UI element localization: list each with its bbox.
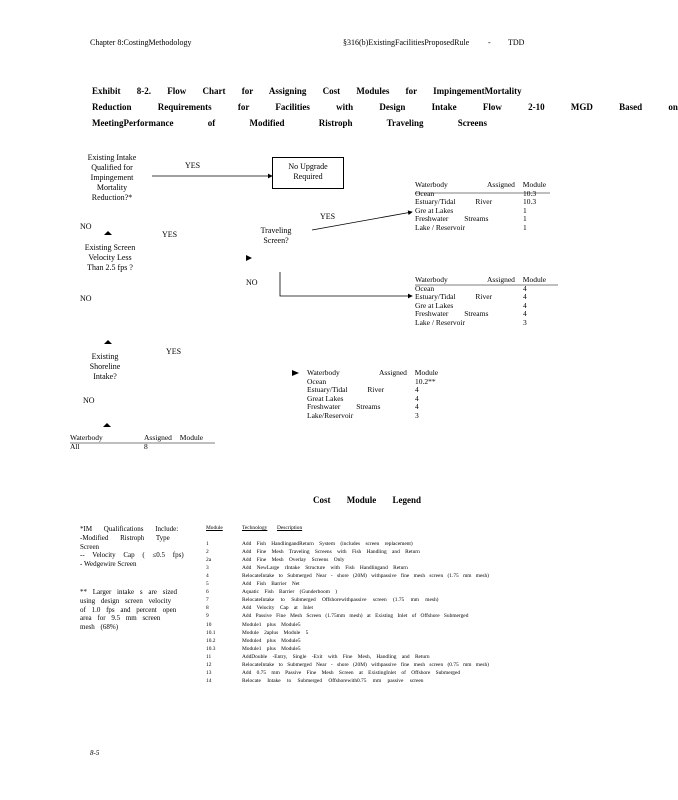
- module-table-1: [415, 181, 555, 232]
- table-cell: 4: [415, 385, 419, 394]
- arrow-q1-no: [104, 231, 112, 235]
- arrow-q2-no: [104, 340, 112, 344]
- legend-row: [206, 612, 489, 620]
- decision-shoreline-intake: Existing Shoreline Intake?: [89, 352, 121, 381]
- arrow-q4-marker: [246, 255, 252, 261]
- decision-intake-qualified: Existing Intake Qualified for Impingement Mortality Reduction?*: [87, 153, 137, 202]
- arrow-q3-no: [103, 423, 111, 427]
- label-no-4: NO: [83, 396, 95, 405]
- page-number: 8-5: [90, 749, 100, 757]
- decision-traveling-screen: Traveling Screen?: [260, 226, 292, 245]
- legend-row: [206, 645, 489, 653]
- table-header-module: Assigned Module: [379, 368, 439, 377]
- legend-row: [206, 629, 489, 637]
- legend-module-number: 10.2: [206, 637, 216, 644]
- table-cell: Lake/Reservoir: [307, 410, 354, 420]
- table-header-module: Assigned Module: [487, 180, 547, 189]
- arrow-q4-no: [280, 272, 412, 296]
- note-line: mesh (68%): [80, 623, 119, 632]
- table-cell: Gre at Lakes: [415, 205, 454, 215]
- module-table-4: [70, 434, 216, 451]
- header-right: TDD: [508, 38, 525, 47]
- legend-row: [206, 661, 489, 669]
- legend-description: Add Fish HandlingandReturn System (includes screen replacement): [242, 541, 413, 548]
- legend-description: Add Fish Barrier Net: [242, 581, 300, 588]
- note-line: area for 9.5 mm screen: [80, 614, 161, 623]
- table-header-module: Assigned Module: [487, 275, 547, 284]
- legend-title: Cost Module Legend: [313, 495, 422, 505]
- legend-row: [206, 588, 489, 596]
- legend-module-number: 2a: [206, 557, 212, 564]
- legend-row: [206, 564, 489, 572]
- note-line: -- Velocity Cap ( ≤0.5 fps): [80, 551, 184, 560]
- table-cell: All: [70, 441, 80, 451]
- legend-description: Add Fine Mesh Overlay Screens Only: [242, 557, 345, 564]
- legend-description: Module1 plus Module5: [242, 645, 301, 652]
- no-upgrade-box: [272, 157, 344, 189]
- table-row: [307, 412, 447, 421]
- legend-module-number: 12: [206, 661, 212, 668]
- table-cell: 4: [415, 402, 419, 411]
- arrow-q3-yes: [292, 370, 299, 376]
- table-cell: 10.3: [523, 188, 537, 198]
- legend-row: [206, 637, 489, 645]
- table-row: [415, 224, 555, 233]
- legend-description: Aquatic Fish Barrier (Gunderboom ): [242, 589, 338, 596]
- legend-col-technology: Technology: [242, 525, 268, 531]
- legend-module-number: 4: [206, 573, 209, 580]
- legend-module-number: 10: [206, 621, 212, 628]
- legend-description: RelocateIntake to Submerged Offshorewithpassive screen (1.75 mm mesh): [242, 597, 439, 604]
- label-yes-1: YES: [185, 161, 201, 170]
- note-line: - Wedgewire Screen: [80, 560, 137, 569]
- table-header-waterbody: Waterbody: [415, 275, 448, 284]
- label-no-3: NO: [80, 294, 92, 303]
- note-line: *IM Qualifications Include:: [80, 525, 179, 533]
- table-cell: 8: [144, 441, 148, 451]
- table-cell: 3: [415, 410, 419, 420]
- legend-module-number: 9: [206, 613, 209, 620]
- legend-row: [206, 653, 489, 661]
- legend-row: [206, 677, 489, 685]
- legend-module-number: 1: [206, 541, 209, 548]
- table-cell: Lake / Reservoir: [415, 222, 465, 232]
- table-cell: Ocean: [307, 376, 327, 386]
- table-row: [70, 443, 216, 452]
- legend-module-number: 10.1: [206, 629, 216, 636]
- exhibit-title-line2: Reduction Requirements for Facilities with Design Intake Flow 2-10 MGD Based on: [92, 102, 678, 112]
- legend-description: Add Velocity Cap at Inlet: [242, 605, 313, 612]
- note-line: -Modified Ristroph Type: [80, 533, 170, 542]
- legend-description: Module1 plus Module5: [242, 621, 301, 628]
- legend-row: [206, 669, 489, 677]
- table-cell: Freshwater Streams: [415, 214, 489, 223]
- legend-module-number: 8: [206, 605, 209, 612]
- table-cell: 10.3: [523, 197, 537, 206]
- table-cell: Ocean: [415, 283, 435, 293]
- legend-module-number: 14: [206, 677, 212, 684]
- table-header-module: Assigned Module: [144, 433, 204, 442]
- legend-description: Add Fine Mesh Traveling Screens with Fish Handling and Return: [242, 549, 420, 556]
- legend-module-number: 7: [206, 597, 209, 604]
- legend-module-number: 5: [206, 581, 209, 588]
- module-table-2: [415, 276, 560, 327]
- legend-module-number: 6: [206, 589, 209, 596]
- legend-col-module: Module: [206, 525, 223, 531]
- table-cell: 3: [523, 317, 527, 327]
- note-line: ** Larger intake s are sized: [80, 588, 178, 596]
- legend-row: [206, 596, 489, 604]
- no-upgrade-label: No Upgrade Required: [288, 162, 328, 181]
- legend-description: RelocateIntake to Submerged Near - shore (20M) withpassive fine mesh screen (0.75 mm mesh): [242, 661, 489, 668]
- table-header-waterbody: Waterbody: [307, 368, 340, 377]
- note-line: Screen: [80, 542, 100, 551]
- table-cell: Estuary/Tidal River: [415, 292, 493, 301]
- legend-row: [206, 556, 489, 564]
- table-cell: Lake / Reservoir: [415, 317, 465, 327]
- legend-description: Relocate Intake to Submerged Offshorewith0.75 mm passive screen: [242, 677, 424, 684]
- legend-module-number: 2: [206, 549, 209, 556]
- table-cell: 1: [523, 214, 527, 223]
- table-cell: Estuary/Tidal River: [415, 197, 493, 206]
- header-dash: -: [488, 38, 491, 47]
- note-line: using design screen velocity: [80, 596, 172, 605]
- table-cell: 4: [523, 309, 527, 318]
- legend-module-number: 11: [206, 653, 212, 660]
- label-yes-2: YES: [162, 230, 178, 239]
- table-header-waterbody: Waterbody: [415, 180, 448, 189]
- decision-screen-velocity: Existing Screen Velocity Less Than 2.5 fps ?: [84, 243, 136, 272]
- legend-col-description: Description: [277, 525, 303, 531]
- qualification-note: [80, 525, 190, 569]
- table-cell: Estuary/Tidal River: [307, 385, 385, 394]
- table-cell: Freshwater Streams: [307, 402, 381, 411]
- label-yes-4: YES: [166, 347, 182, 356]
- legend-description: Module4 plus Module5: [242, 637, 301, 644]
- legend-description: Add 0.75 mm Passive Fine Mesh Screen at ExistingInlet of Offshore Submerged: [242, 669, 461, 676]
- legend-row: [206, 540, 489, 548]
- table-cell: 4: [415, 393, 419, 403]
- legend-description: Add Passive Fine Mesh Screen (1.75mm mesh) at Existing Inlet of Offshore Submerged: [242, 613, 469, 620]
- legend-row: [206, 572, 489, 580]
- table-cell: 4: [523, 283, 527, 293]
- note-line: of 1.0 fps and percent open: [80, 605, 177, 614]
- legend-module-number: 3: [206, 565, 209, 572]
- exhibit-title-line1: Exhibit 8-2. Flow Chart for Assigning Cost Modules for ImpingementMortality: [92, 86, 522, 96]
- label-no-2: NO: [246, 278, 258, 287]
- legend-module-number: 13: [206, 669, 212, 676]
- table-cell: Ocean: [415, 188, 435, 198]
- table-cell: 4: [523, 292, 527, 301]
- table-cell: Great Lakes: [307, 393, 344, 403]
- table-cell: 4: [523, 300, 527, 310]
- legend-description: RelocateIntake to Submerged Near - shore (20M) withpassive fine mesh screen (1.75 mm mesh): [242, 573, 489, 580]
- larger-intake-note: [80, 588, 190, 632]
- table-header-waterbody: Waterbody: [70, 433, 103, 442]
- legend-row: [206, 580, 489, 588]
- legend-description: Module 2aplus Module 5: [242, 629, 309, 636]
- legend-row: [206, 548, 489, 556]
- legend-module-number: 10.3: [206, 645, 216, 652]
- legend-row: [206, 604, 489, 612]
- exhibit-title-line3: MeetingPerformance of Modified Ristroph Traveling Screens: [92, 118, 488, 128]
- table-cell: 10.2**: [415, 376, 436, 386]
- label-yes-3: YES: [320, 212, 336, 221]
- table-cell: Gre at Lakes: [415, 300, 454, 310]
- table-cell: 1: [523, 205, 527, 215]
- header-left: Chapter 8:CostingMethodology: [90, 38, 192, 47]
- legend-row: [206, 621, 489, 629]
- table-row: [415, 319, 560, 328]
- table-cell: 1: [523, 222, 527, 232]
- header-center: §316(b)ExistingFacilitiesProposedRule: [343, 38, 470, 47]
- table-cell: Freshwater Streams: [415, 309, 489, 318]
- module-table-3: [307, 369, 447, 420]
- legend-description: AddDouble -Entry, Single -Exit with Fine Mesh, Handling and Return: [242, 653, 430, 660]
- label-no-1: NO: [80, 222, 92, 231]
- cost-module-legend: [206, 524, 489, 685]
- legend-description: Add NewLarge rIntake Structure with Fish Handlingand Return: [242, 565, 408, 572]
